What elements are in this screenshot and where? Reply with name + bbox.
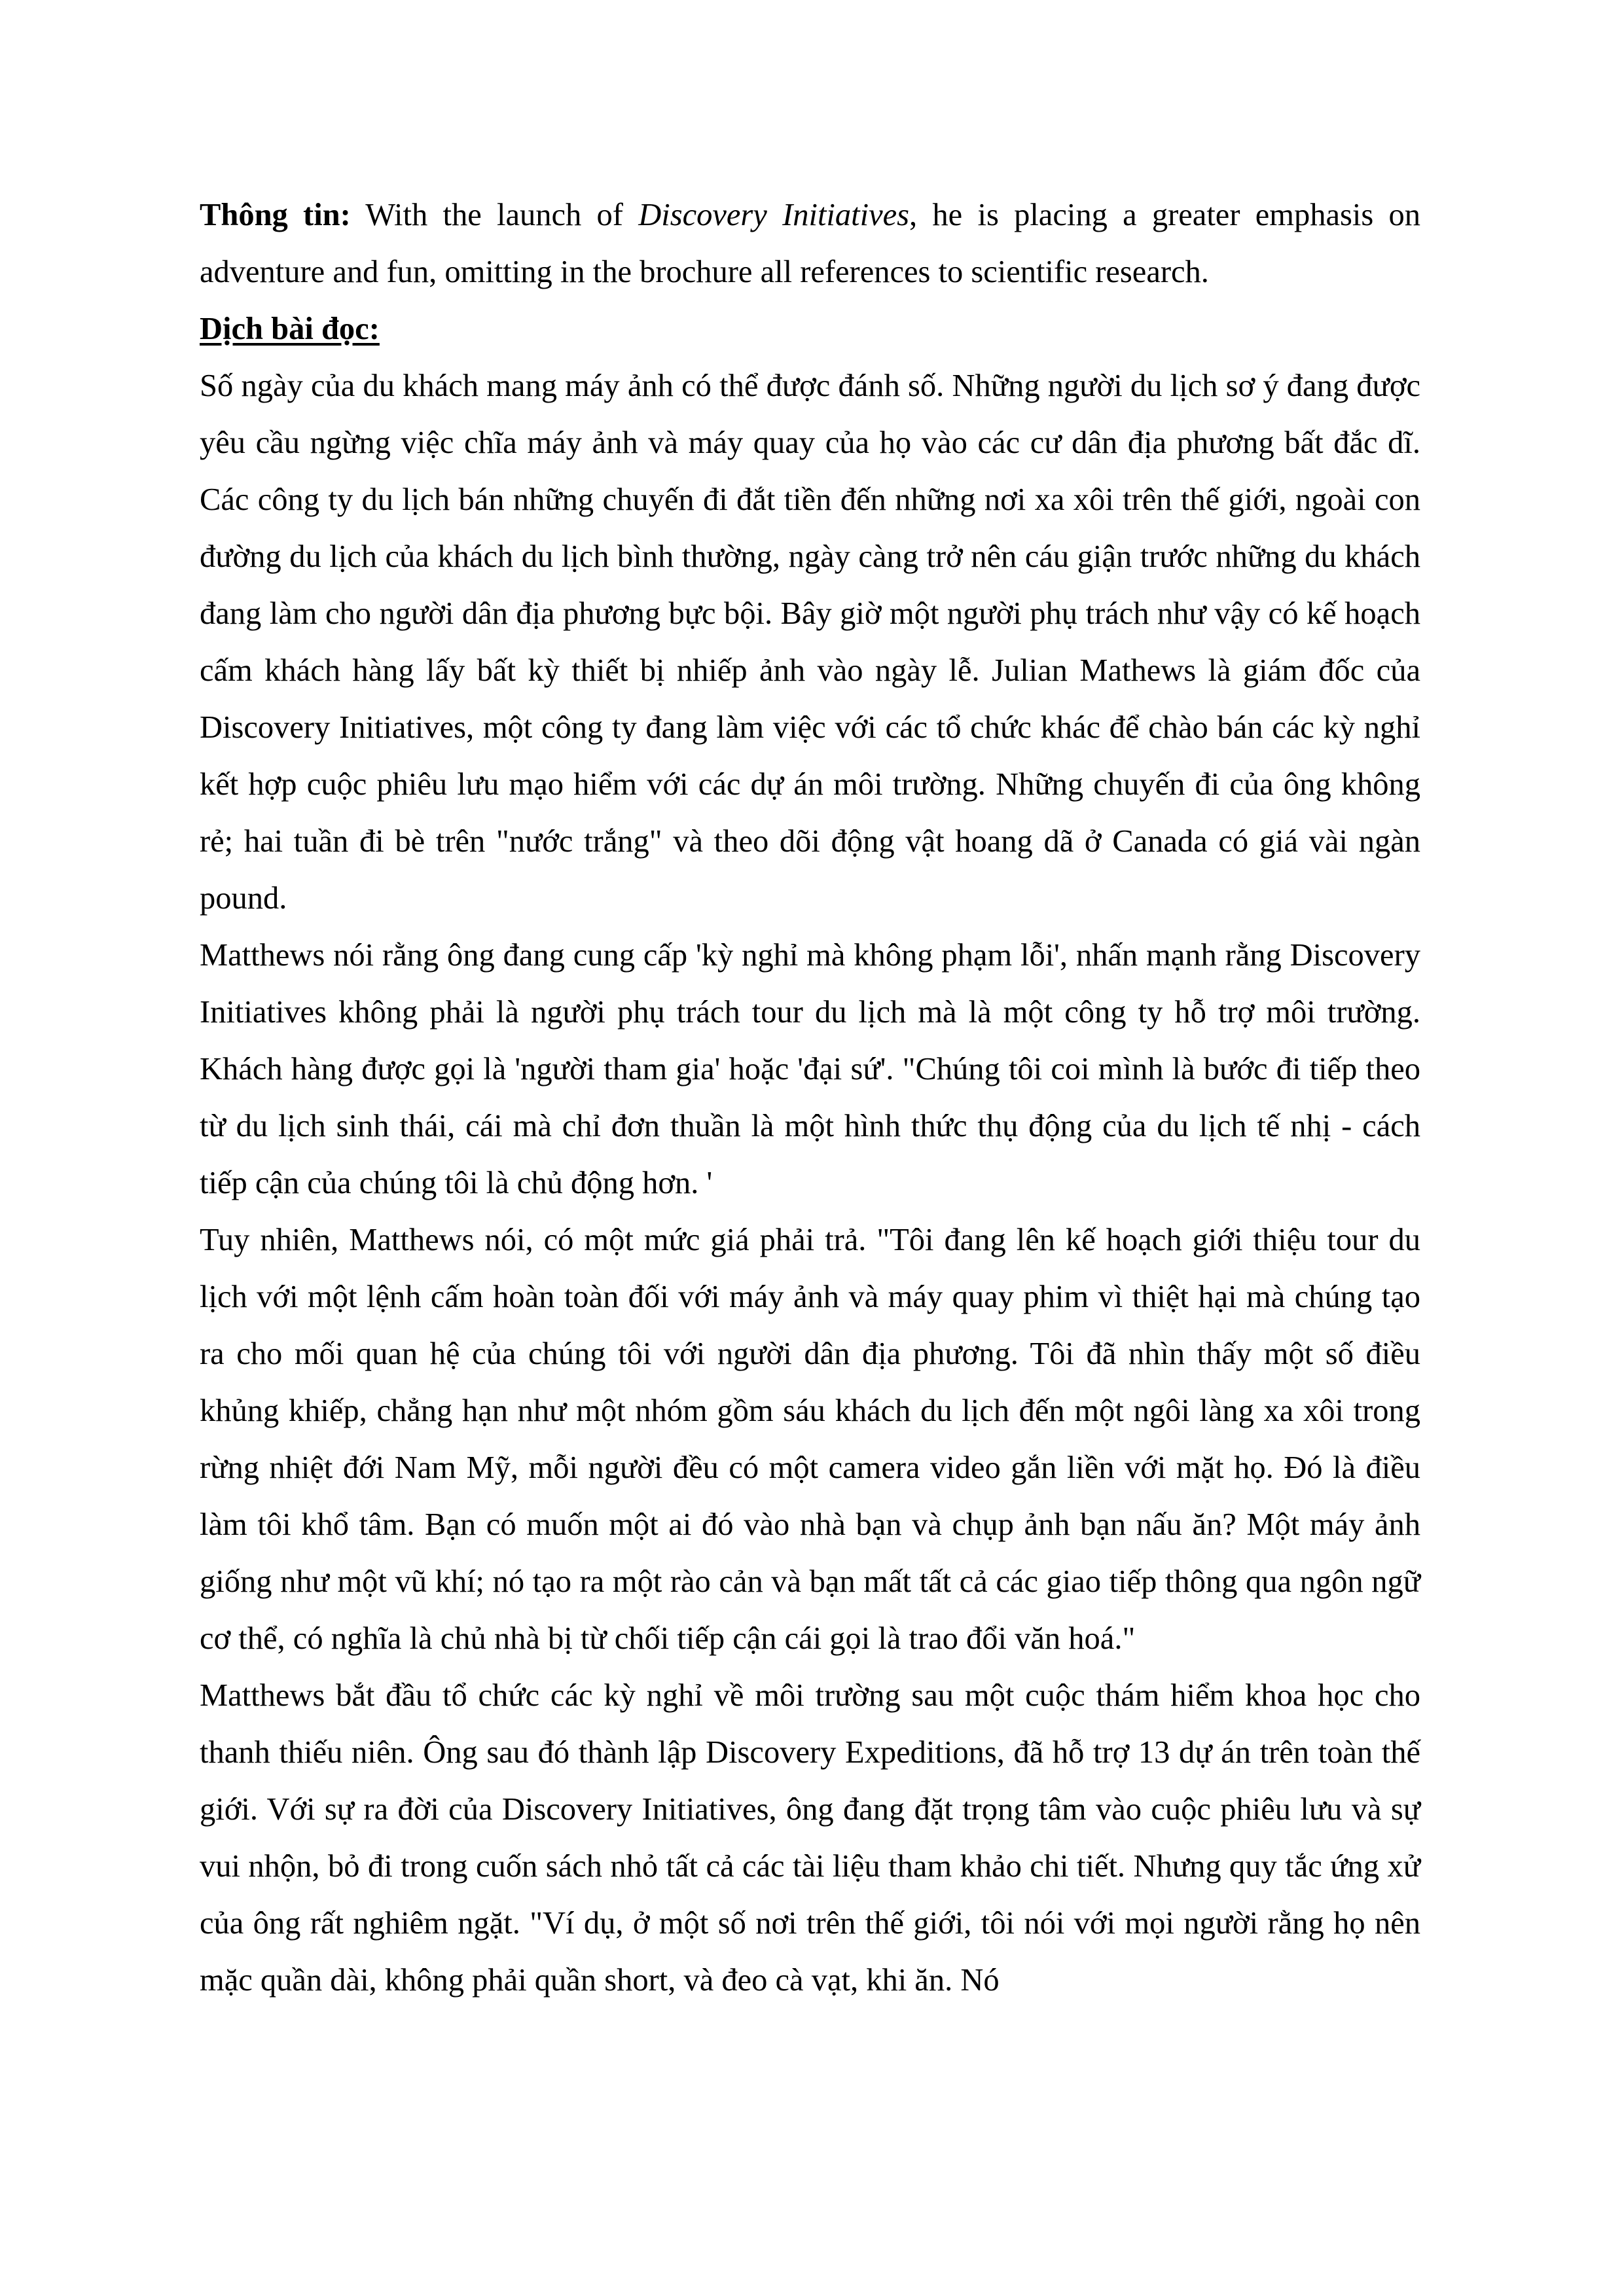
info-paragraph <box>200 187 1420 300</box>
translation-paragraph-4: Matthews bắt đầu tổ chức các kỳ nghỉ về môi trường sau một cuộc thám hiểm khoa học cho thanh thiếu niên. Ông sau đó thành lập Discovery Expeditions, đã hỗ trợ 13 dự án trên toàn thế giới. Với sự ra đời của Discovery Initiatives, ông đang đặt trọng tâm vào cuộc phiêu lưu và sự vui nhộn, bỏ đi trong cuốn sách nhỏ tất cả các tài liệu tham khảo chi tiết. Nhưng quy tắc ứng xử của ông rất nghiêm ngặt. "Ví dụ, ở một số nơi trên thế giới, tôi nói với mọi người rằng họ nên mặc quần dài, không phải quần short, và đeo cà vạt, khi ăn. Nó <box>200 1678 1420 1998</box>
info-italic-term: Discovery Initiatives <box>638 198 910 232</box>
info-text-after: , he is placing a greater emphasis on adventure and fun, omitting in the brochure all references to scientific research. <box>200 198 1421 289</box>
translation-paragraph-2: Matthews nói rằng ông đang cung cấp 'kỳ nghỉ mà không phạm lỗi', nhấn mạnh rằng Discovery Initiatives không phải là người phụ trách tour du lịch mà là một công ty hỗ trợ môi trường. Khách hàng được gọi là 'người tham gia' hoặc 'đại sứ'. "Chúng tôi coi mình là bước đi tiếp theo từ du lịch sinh thái, cái mà chỉ đơn thuần là một hình thức thụ động của du lịch tế nhị - cách tiếp cận của chúng tôi là chủ động hơn. ' <box>200 938 1420 1200</box>
info-text-before: With the launch of <box>350 198 639 232</box>
translation-paragraph-1: Số ngày của du khách mang máy ảnh có thể được đánh số. Những người du lịch sơ ý đang được yêu cầu ngừng việc chĩa máy ảnh và máy quay của họ vào các cư dân địa phương bất đắc dĩ. Các công ty du lịch bán những chuyến đi đắt tiền đến những nơi xa xôi trên thế giới, ngoài con đường du lịch của khách du lịch bình thường, ngày càng trở nên cáu giận trước những du khách đang làm cho người dân địa phương bực bội. Bây giờ một người phụ trách như vậy có kế hoạch cấm khách hàng lấy bất kỳ thiết bị nhiếp ảnh vào ngày lễ. Julian Mathews là giám đốc của Discovery Initiatives, một công ty đang làm việc với các tổ chức khác để chào bán các kỳ nghỉ kết hợp cuộc phiêu lưu mạo hiểm với các dự án môi trường. Những chuyến đi của ông không rẻ; hai tuần đi bè trên "nước trắng" và theo dõi động vật hoang dã ở Canada có giá vài ngàn pound. <box>200 368 1420 916</box>
document-page <box>200 187 1420 2009</box>
translation-paragraph-3: Tuy nhiên, Matthews nói, có một mức giá phải trả. "Tôi đang lên kế hoạch giới thiệu tour du lịch với một lệnh cấm hoàn toàn đối với máy ảnh và máy quay phim vì thiệt hại mà chúng tạo ra cho mối quan hệ của chúng tôi với người dân địa phương. Tôi đã nhìn thấy một số điều khủng khiếp, chẳng hạn như một nhóm gồm sáu khách du lịch đến một ngôi làng xa xôi trong rừng nhiệt đới Nam Mỹ, mỗi người đều có một camera video gắn liền với mặt họ. Đó là điều làm tôi khổ tâm. Bạn có muốn một ai đó vào nhà bạn và chụp ảnh bạn nấu ăn? Một máy ảnh giống như một vũ khí; nó tạo ra một rào cản và bạn mất tất cả các giao tiếp thông qua ngôn ngữ cơ thể, có nghĩa là chủ nhà bị từ chối tiếp cận cái gọi là trao đổi văn hoá." <box>200 1223 1420 1656</box>
info-label: Thông tin: <box>200 198 351 232</box>
translation-heading: Dịch bài đọc: <box>200 312 380 346</box>
